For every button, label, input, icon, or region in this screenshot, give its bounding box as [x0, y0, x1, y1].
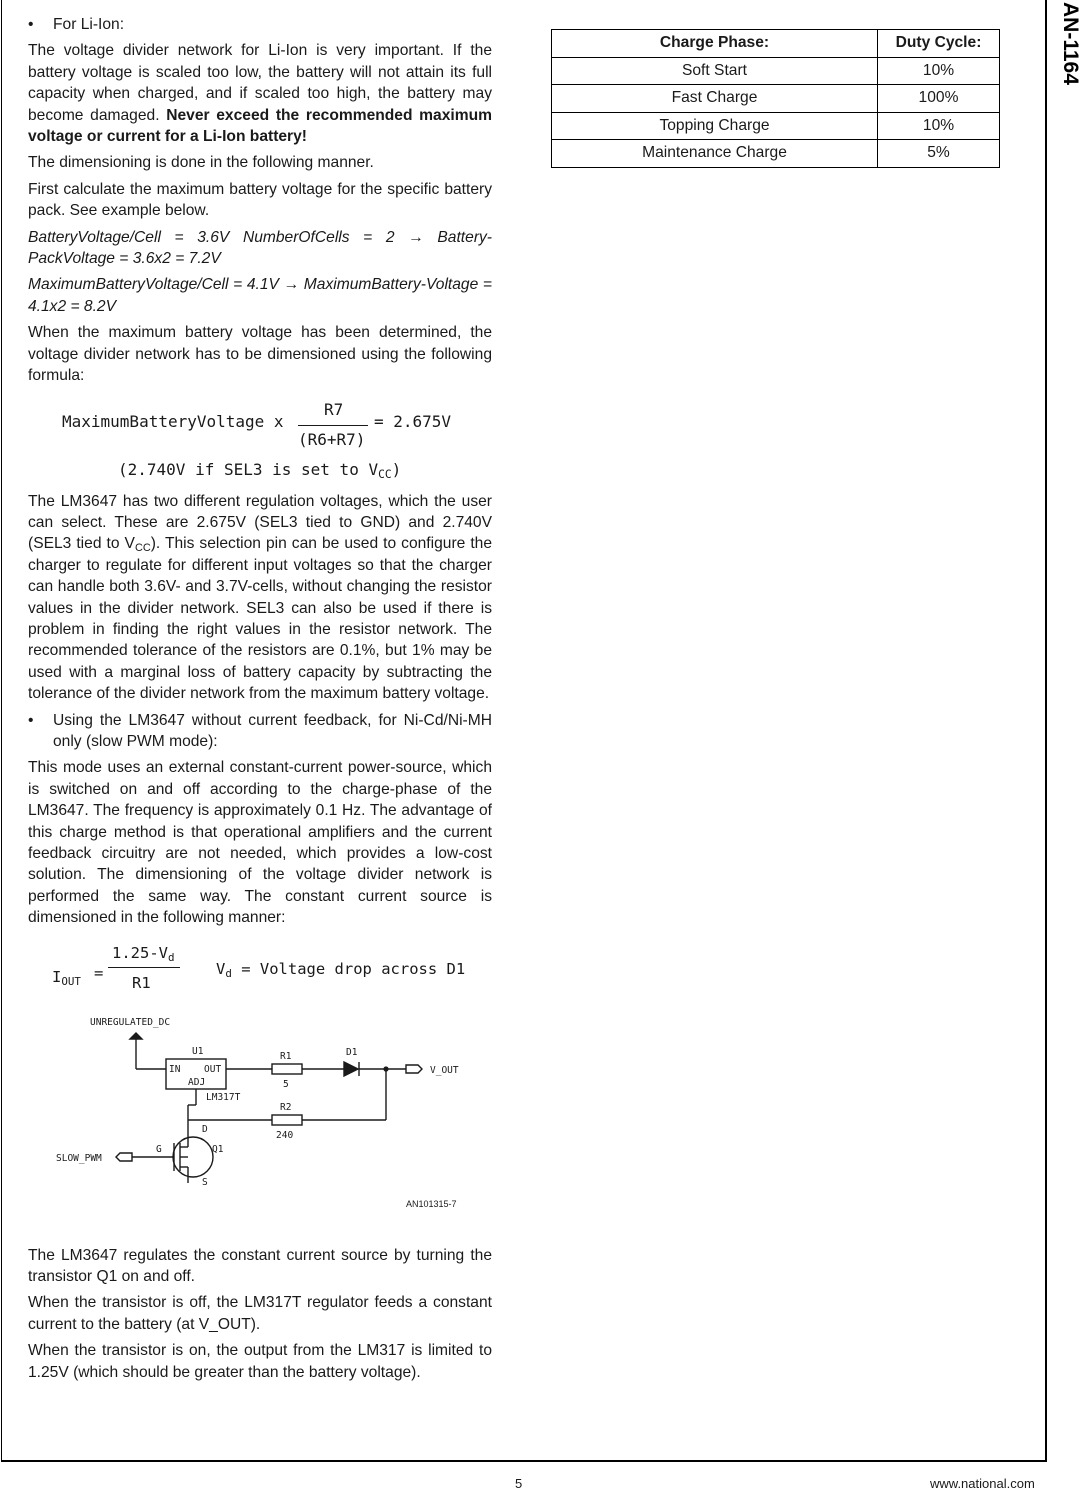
formula-iout: $I_{OUT}$ [52, 967, 81, 988]
bullet-text: For Li-Ion: [53, 16, 125, 33]
table-row [552, 140, 1000, 168]
formula-note: (2.740V if SEL3 is set to $V_{CC}$) [118, 459, 402, 481]
bullet-li-ion [28, 14, 492, 35]
paragraph-q1-switching: The LM3647 regulates the constant current source by turning the transistor Q1 on and off. [28, 1246, 492, 1286]
formula2-denominator: R1 [132, 973, 151, 992]
label-in: IN [169, 1063, 181, 1075]
paragraph-calc-intro: First calculate the maximum battery voltage for the specific battery pack. See example below. [28, 180, 492, 220]
figure-id: AN101315-7 [406, 1198, 457, 1209]
pwm-port [116, 1153, 132, 1161]
label-g: G [156, 1143, 162, 1155]
formula-denominator: (R6+R7) [298, 429, 366, 449]
duty-cycle-table [551, 29, 1000, 168]
cell-phase: Topping Charge [552, 112, 878, 140]
equation-max-voltage: MaximumBatteryVoltage/Cell = 4.1V → MaximumBattery-Voltage = 4.1x2 = 8.2V [28, 276, 492, 315]
formula-equals: = [94, 963, 104, 982]
junction-vout [383, 1066, 388, 1071]
header-duty-cycle: Duty Cycle: [878, 30, 1000, 58]
table-header-row [552, 30, 1000, 58]
resistor-r2 [272, 1115, 302, 1125]
table-row [552, 57, 1000, 85]
label-r2: R2 [280, 1101, 292, 1113]
table-row [552, 85, 1000, 113]
left-column [28, 14, 492, 1388]
bullet-slow-pwm [28, 710, 492, 753]
label-d1: D1 [346, 1046, 358, 1058]
paragraph-dimensioning: The dimensioning is done in the following manner. [28, 154, 374, 172]
label-vout: V_OUT [430, 1064, 459, 1076]
fraction-bar [108, 967, 180, 968]
cell-phase: Fast Charge [552, 85, 878, 113]
schematic-figure [28, 1007, 492, 1227]
formula-vd-definition: $V_d$ = Voltage drop across D1 [216, 959, 466, 980]
cell-duty: 10% [878, 112, 1000, 140]
cell-phase: Maintenance Charge [552, 140, 878, 168]
label-u1: U1 [192, 1045, 204, 1057]
formula2-numerator: $1.25-V_d$ [112, 943, 175, 964]
label-s: S [202, 1176, 208, 1188]
paragraph-formula-intro: When the maximum battery voltage has been determined, the voltage divider network has to be dimensioned using the following formula: [28, 324, 492, 385]
label-out: OUT [204, 1063, 222, 1075]
side-tab [1050, 2, 1082, 122]
label-lm317t: LM317T [206, 1091, 241, 1103]
header-charge-phase: Charge Phase: [552, 30, 878, 58]
side-tab-label: AN-1164 [1059, 2, 1082, 85]
mosfet-q1-body [173, 1137, 213, 1177]
cell-duty: 10% [878, 57, 1000, 85]
paragraph-transistor-off: When the transistor is off, the LM317T regulator feeds a constant current to the battery (at V_OUT). [28, 1294, 492, 1333]
label-r1-value: 5 [283, 1078, 289, 1090]
bullet-text: Using the LM3647 without current feedback, for Ni-Cd/Ni-MH only (slow PWM mode): [53, 711, 492, 750]
bullet-marker: • [28, 16, 34, 33]
cell-phase: Soft Start [552, 57, 878, 85]
warning-text: Never exceed the recommended maximum voltage or current for a Li-Ion battery! [28, 106, 492, 146]
formula-constant-current [28, 943, 492, 1003]
paragraph-regulation-voltages: The LM3647 has two different regulation voltages, which the user can select. These are 2.675V (SEL3 tied to GND) and 2.740V (SEL3 tied to $V_{CC}$). This selection pin can be used to configure the charger to regulate for different input voltages so that the charger can handle both 3.6V- and 3.7V-cells, without changing the resistor values in the divider network. SEL3 can also be used if there is problem in finding the right values in the resistor network. The recommended tolerance of the resistors are 0.1%, but 1% may be used with a marginal loss of battery capacity by subtracting the tolerance of the divider network from the maximum battery voltage. [28, 492, 493, 703]
paragraph-transistor-on: When the transistor is on, the output from the LM317 is limited to 1.25V (which should be greater than the battery voltage). [28, 1342, 492, 1381]
formula-numerator: R7 [324, 399, 344, 419]
label-d: D [202, 1123, 208, 1135]
formula-lhs: MaximumBatteryVoltage x [62, 411, 284, 431]
page-border-right [1045, 0, 1047, 1461]
bullet-marker: • [28, 711, 34, 729]
label-adj: ADJ [188, 1076, 206, 1088]
schematic-svg [28, 1007, 492, 1227]
cell-duty: 100% [878, 85, 1000, 113]
table-row [552, 112, 1000, 140]
formula-voltage-divider [28, 393, 492, 483]
page-border-left [1, 0, 2, 1461]
label-slow-pwm: SLOW_PWM [56, 1152, 102, 1164]
diode-d1 [344, 1062, 358, 1076]
label-r2-value: 240 [276, 1129, 294, 1141]
page-border-bottom [1, 1460, 1047, 1462]
arrow-up [130, 1033, 142, 1039]
label-r1: R1 [280, 1050, 292, 1062]
paragraph-divider-importance: The voltage divider network for Li-Ion is very important. If the battery voltage is scaled too low, the battery will not attain its full capacity when charged, and if scaled too high, the battery may become damaged. Never exceed the recommended maximum voltage or current for a Li-Ion battery! [28, 42, 492, 146]
paragraph-slow-pwm-mode: This mode uses an external constant-current power-source, which is switched on and off according to the charge-phase of the LM3647. The frequency is approximately 0.1 Hz. The advantage of this charge method is that operational amplifiers and the current feedback circuitry are not needed, which provides a low-cost solution. The dimensioning of the voltage divider network is performed the same way. The constant current source is dimensioned in the following manner: [28, 759, 492, 927]
cell-duty: 5% [878, 140, 1000, 168]
label-unregulated-dc: UNREGULATED_DC [90, 1016, 171, 1028]
vout-port [406, 1065, 422, 1073]
fraction-bar [298, 425, 368, 426]
footer-url: www.national.com [930, 1476, 1035, 1491]
resistor-r1 [272, 1064, 302, 1074]
label-q1: Q1 [212, 1143, 224, 1155]
formula-rhs: = 2.675V [374, 411, 452, 431]
page-number: 5 [515, 1476, 523, 1491]
equation-battery-voltage: BatteryVoltage/Cell = 3.6V NumberOfCells = 2 → Battery-PackVoltage = 3.6x2 = 7.2V [28, 228, 492, 268]
